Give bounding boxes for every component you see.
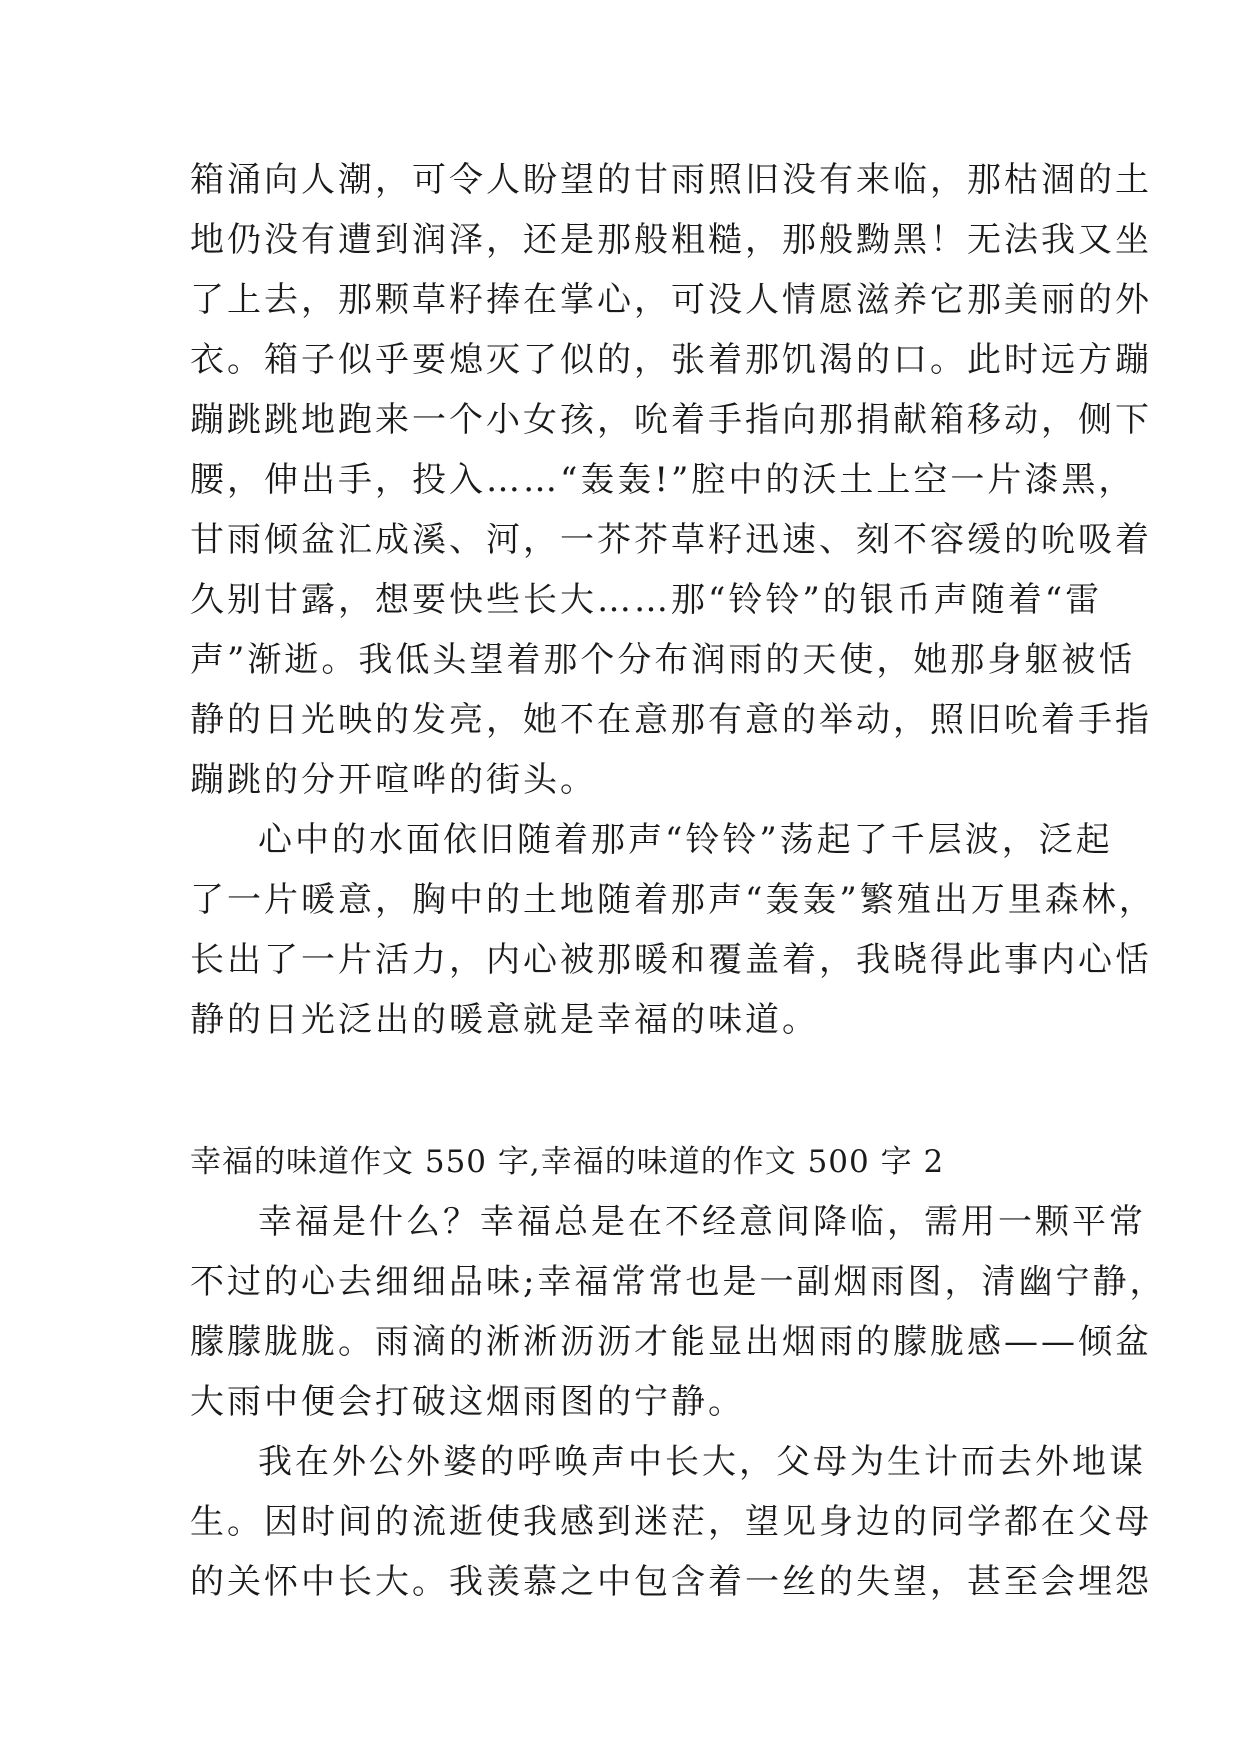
paragraph-conclusion <box>190 810 1156 1050</box>
text-line: 甘雨倾盆汇成溪、河，一芥芥草籽迅速、刻不容缓的吮吸着 <box>190 520 1152 560</box>
text-line: 地仍没有遭到润泽，还是那般粗糙，那般黝黑！无法我又坐 <box>190 220 1152 260</box>
text-line: 心中的水面依旧随着那声“铃铃”荡起了千层波，泛起 <box>258 820 1113 860</box>
text-line: 朦朦胧胧。雨滴的淅淅沥沥才能显出烟雨的朦胧感——倾盆 <box>190 1322 1152 1362</box>
paragraph-continued <box>190 150 1152 810</box>
text-line: 长出了一片活力，内心被那暖和覆盖着，我晓得此事内心恬 <box>190 940 1152 980</box>
text-line: 衣。箱子似乎要熄灭了似的，张着那饥渴的口。此时远方蹦 <box>190 340 1152 380</box>
text-line: 的关怀中长大。我羡慕之中包含着一丝的失望，甚至会埋怨 <box>190 1562 1152 1602</box>
text-line: 我在外公外婆的呼唤声中长大，父母为生计而去外地谋 <box>258 1442 1146 1482</box>
text-line: 久别甘露，想要快些长大……那“铃铃”的银币声随着“雷 <box>190 580 1103 620</box>
section-heading: 幸福的味道作文 550 字,幸福的味道的作文 500 字 2 <box>190 1144 945 1180</box>
text-line: 不过的心去细细品味;幸福常常也是一副烟雨图，清幽宁静， <box>190 1262 1167 1302</box>
text-line: 大雨中便会打破这烟雨图的宁静。 <box>190 1382 745 1422</box>
text-line: 静的日光泛出的暖意就是幸福的味道。 <box>190 1000 819 1040</box>
paragraph-story <box>190 1432 1152 1612</box>
text-line: 腰，伸出手，投入……“轰轰!”腔中的沃土上空一片漆黑， <box>190 460 1136 500</box>
text-line: 箱涌向人潮，可令人盼望的甘雨照旧没有来临，那枯涸的土 <box>190 160 1152 200</box>
text-line: 蹦跳的分开喧哗的街头。 <box>190 760 597 800</box>
text-line: 静的日光映的发亮，她不在意那有意的举动，照旧吮着手指 <box>190 700 1152 740</box>
text-line: 生。因时间的流逝使我感到迷茫，望见身边的同学都在父母 <box>190 1502 1152 1542</box>
section-spacer <box>190 1050 1060 1132</box>
text-line: 声”渐逝。我低头望着那个分布润雨的天使，她那身躯被恬 <box>190 640 1136 680</box>
paragraph-intro <box>190 1192 1167 1432</box>
text-line: 了上去，那颗草籽捧在掌心，可没人情愿滋养它那美丽的外 <box>190 280 1152 320</box>
text-line: 了一片暖意，胸中的土地随着那声“轰轰”繁殖出万里森林， <box>190 880 1156 920</box>
text-line: 蹦跳跳地跑来一个小女孩，吮着手指向那捐献箱移动，侧下 <box>190 400 1152 440</box>
document-body <box>190 150 1167 1612</box>
text-line: 幸福是什么？幸福总是在不经意间降临，需用一颗平常 <box>258 1202 1146 1242</box>
